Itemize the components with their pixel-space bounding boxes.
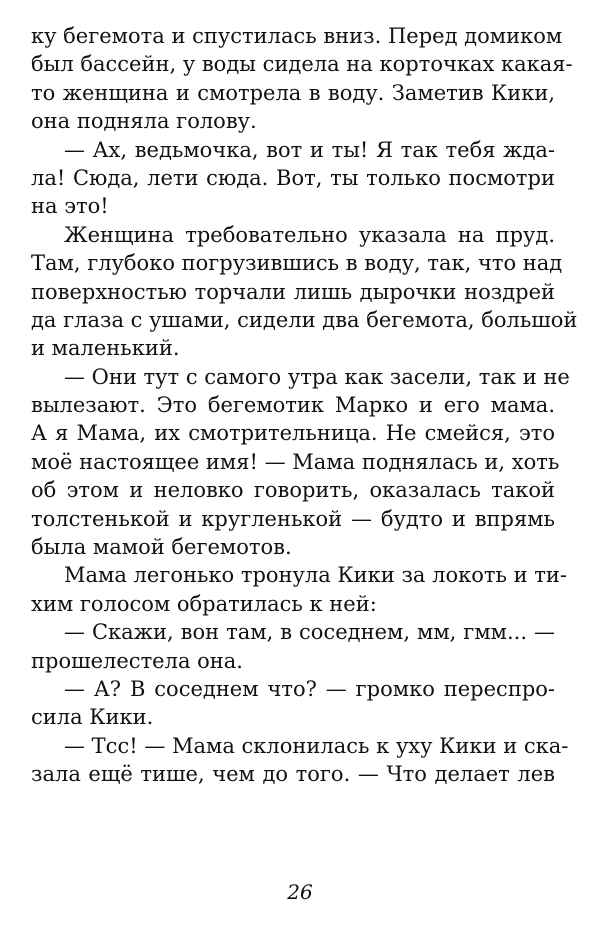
text-line: был бассейн, у воды сидела на корточках какая- bbox=[31, 52, 573, 77]
body-text bbox=[31, 22, 578, 789]
text-line: Мама легонько тронула Кики за локоть и ти- bbox=[64, 563, 567, 588]
text-line: прошелестела она. bbox=[31, 648, 243, 673]
text-line: Женщина требовательно указала на пруд. bbox=[64, 222, 555, 247]
text-line: то женщина и смотрела в воду. Заметив Кики, bbox=[31, 80, 555, 105]
text-line: об этом и неловко говорить, оказалась такой bbox=[31, 478, 555, 503]
text-line: А я Мама, их смотрительница. Не смейся, это bbox=[31, 421, 555, 446]
text-line: — А? В соседнем что? — громко переспро- bbox=[64, 676, 555, 701]
text-line: — Ах, ведьмочка, вот и ты! Я так тебя жда- bbox=[64, 137, 555, 162]
text-line: да глаза с ушами, сидели два бегемота, большой bbox=[31, 307, 578, 332]
text-line: она подняла голову. bbox=[31, 109, 257, 134]
text-line: вылезают. Это бегемотик Марко и его мама. bbox=[31, 393, 555, 418]
text-line: поверхностью торчали лишь дырочки ноздрей bbox=[31, 279, 555, 304]
text-line: зала ещё тише, чем до того. — Что делает лев bbox=[31, 762, 555, 787]
text-line: — Скажи, вон там, в соседнем, мм, гмм... — bbox=[64, 620, 555, 645]
text-line: — Тсс! — Мама склонилась к уху Кики и ска- bbox=[64, 733, 569, 758]
page-number: 26 bbox=[287, 880, 313, 904]
text-line: хим голосом обратилась к ней: bbox=[31, 591, 377, 616]
text-line: была мамой бегемотов. bbox=[31, 535, 292, 560]
text-line: ла! Сюда, лети сюда. Вот, ты только посмотри bbox=[31, 165, 555, 190]
text-line: толстенькой и кругленькой — будто и впрямь bbox=[31, 506, 555, 531]
text-line: Там, глубоко погрузившись в воду, так, что над bbox=[31, 251, 563, 276]
text-line: сила Кики. bbox=[31, 705, 154, 730]
text-line: моё настоящее имя! — Мама поднялась и, хоть bbox=[31, 449, 560, 474]
text-line: на это! bbox=[31, 194, 109, 219]
text-line: ку бегемота и спустилась вниз. Перед домиком bbox=[31, 24, 563, 48]
text-line: — Они тут с самого утра как засели, так и не bbox=[64, 364, 570, 389]
text-line: и маленький. bbox=[31, 336, 180, 361]
